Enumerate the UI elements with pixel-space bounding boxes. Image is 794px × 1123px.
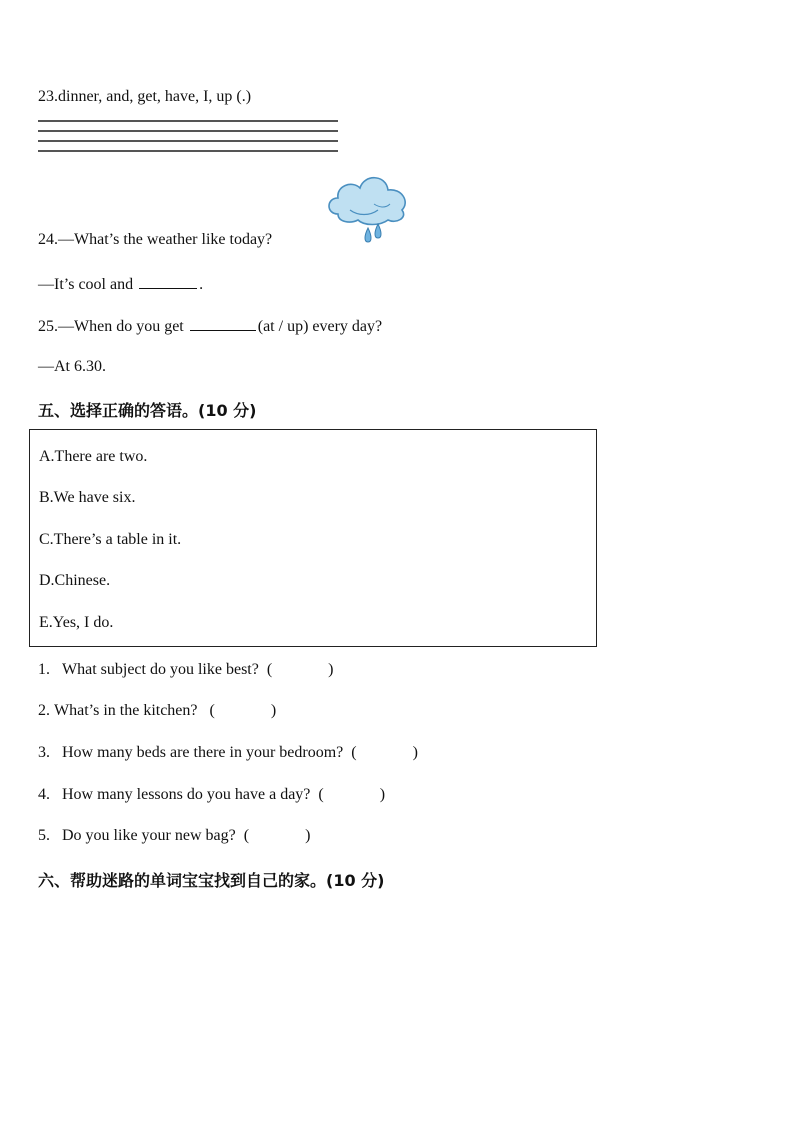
- question-number: 3.: [38, 744, 50, 761]
- answer-line: [38, 150, 338, 152]
- section6-heading: 六、帮助迷路的单词宝宝找到自己的家。(10 分): [38, 871, 385, 890]
- answer-line: [38, 140, 338, 142]
- q24-answer: [38, 274, 203, 294]
- question-text: What subject do you like best?: [62, 661, 259, 678]
- answer-parens[interactable]: ( ): [318, 786, 386, 803]
- s5-question-3: [38, 744, 418, 762]
- answer-parens[interactable]: ( ): [351, 744, 418, 761]
- question-number: 4.: [38, 786, 50, 803]
- rain-cloud-icon: [324, 166, 412, 250]
- option-e: E.Yes, I do.: [39, 614, 114, 631]
- s5-question-1: [38, 661, 334, 679]
- question-number: 5.: [38, 827, 50, 844]
- q24-answer-blank[interactable]: [139, 274, 197, 289]
- question-number: 2.: [38, 702, 50, 719]
- question-text: How many lessons do you have a day?: [62, 786, 311, 803]
- q24-answer-prefix: —It’s cool and: [38, 276, 138, 293]
- question-text: How many beds are there in your bedroom?: [62, 744, 344, 761]
- answer-parens[interactable]: ( ): [266, 661, 334, 678]
- answer-line: [38, 130, 338, 132]
- q25-question-suffix: (at / up) every day?: [257, 318, 383, 335]
- q23-answer-lines[interactable]: [38, 120, 338, 160]
- option-b: B.We have six.: [39, 489, 136, 506]
- q25-answer-blank[interactable]: [190, 316, 256, 331]
- section5-heading: 五、选择正确的答语。(10 分): [38, 401, 257, 420]
- option-a: A.There are two.: [39, 448, 148, 465]
- s5-question-2: [38, 702, 276, 720]
- q23-prompt: 23.dinner, and, get, have, I, up (.): [38, 88, 252, 105]
- answer-options-box: [29, 429, 597, 647]
- s5-question-4: [38, 786, 385, 804]
- question-text: What’s in the kitchen?: [54, 702, 198, 719]
- answer-parens[interactable]: ( ): [209, 702, 277, 719]
- q24-question: 24.—What’s the weather like today?: [38, 231, 273, 248]
- question-text: Do you like your new bag?: [62, 827, 236, 844]
- q24-answer-suffix: .: [199, 276, 204, 293]
- answer-parens[interactable]: ( ): [243, 827, 311, 844]
- answer-line: [38, 120, 338, 122]
- q25-question: [38, 316, 382, 336]
- q25-question-prefix: 25.—When do you get: [38, 318, 188, 335]
- option-d: D.Chinese.: [39, 572, 111, 589]
- option-c: C.There’s a table in it.: [39, 531, 182, 548]
- q25-answer: —At 6.30.: [38, 358, 106, 375]
- question-number: 1.: [38, 661, 50, 678]
- s5-question-5: [38, 827, 310, 845]
